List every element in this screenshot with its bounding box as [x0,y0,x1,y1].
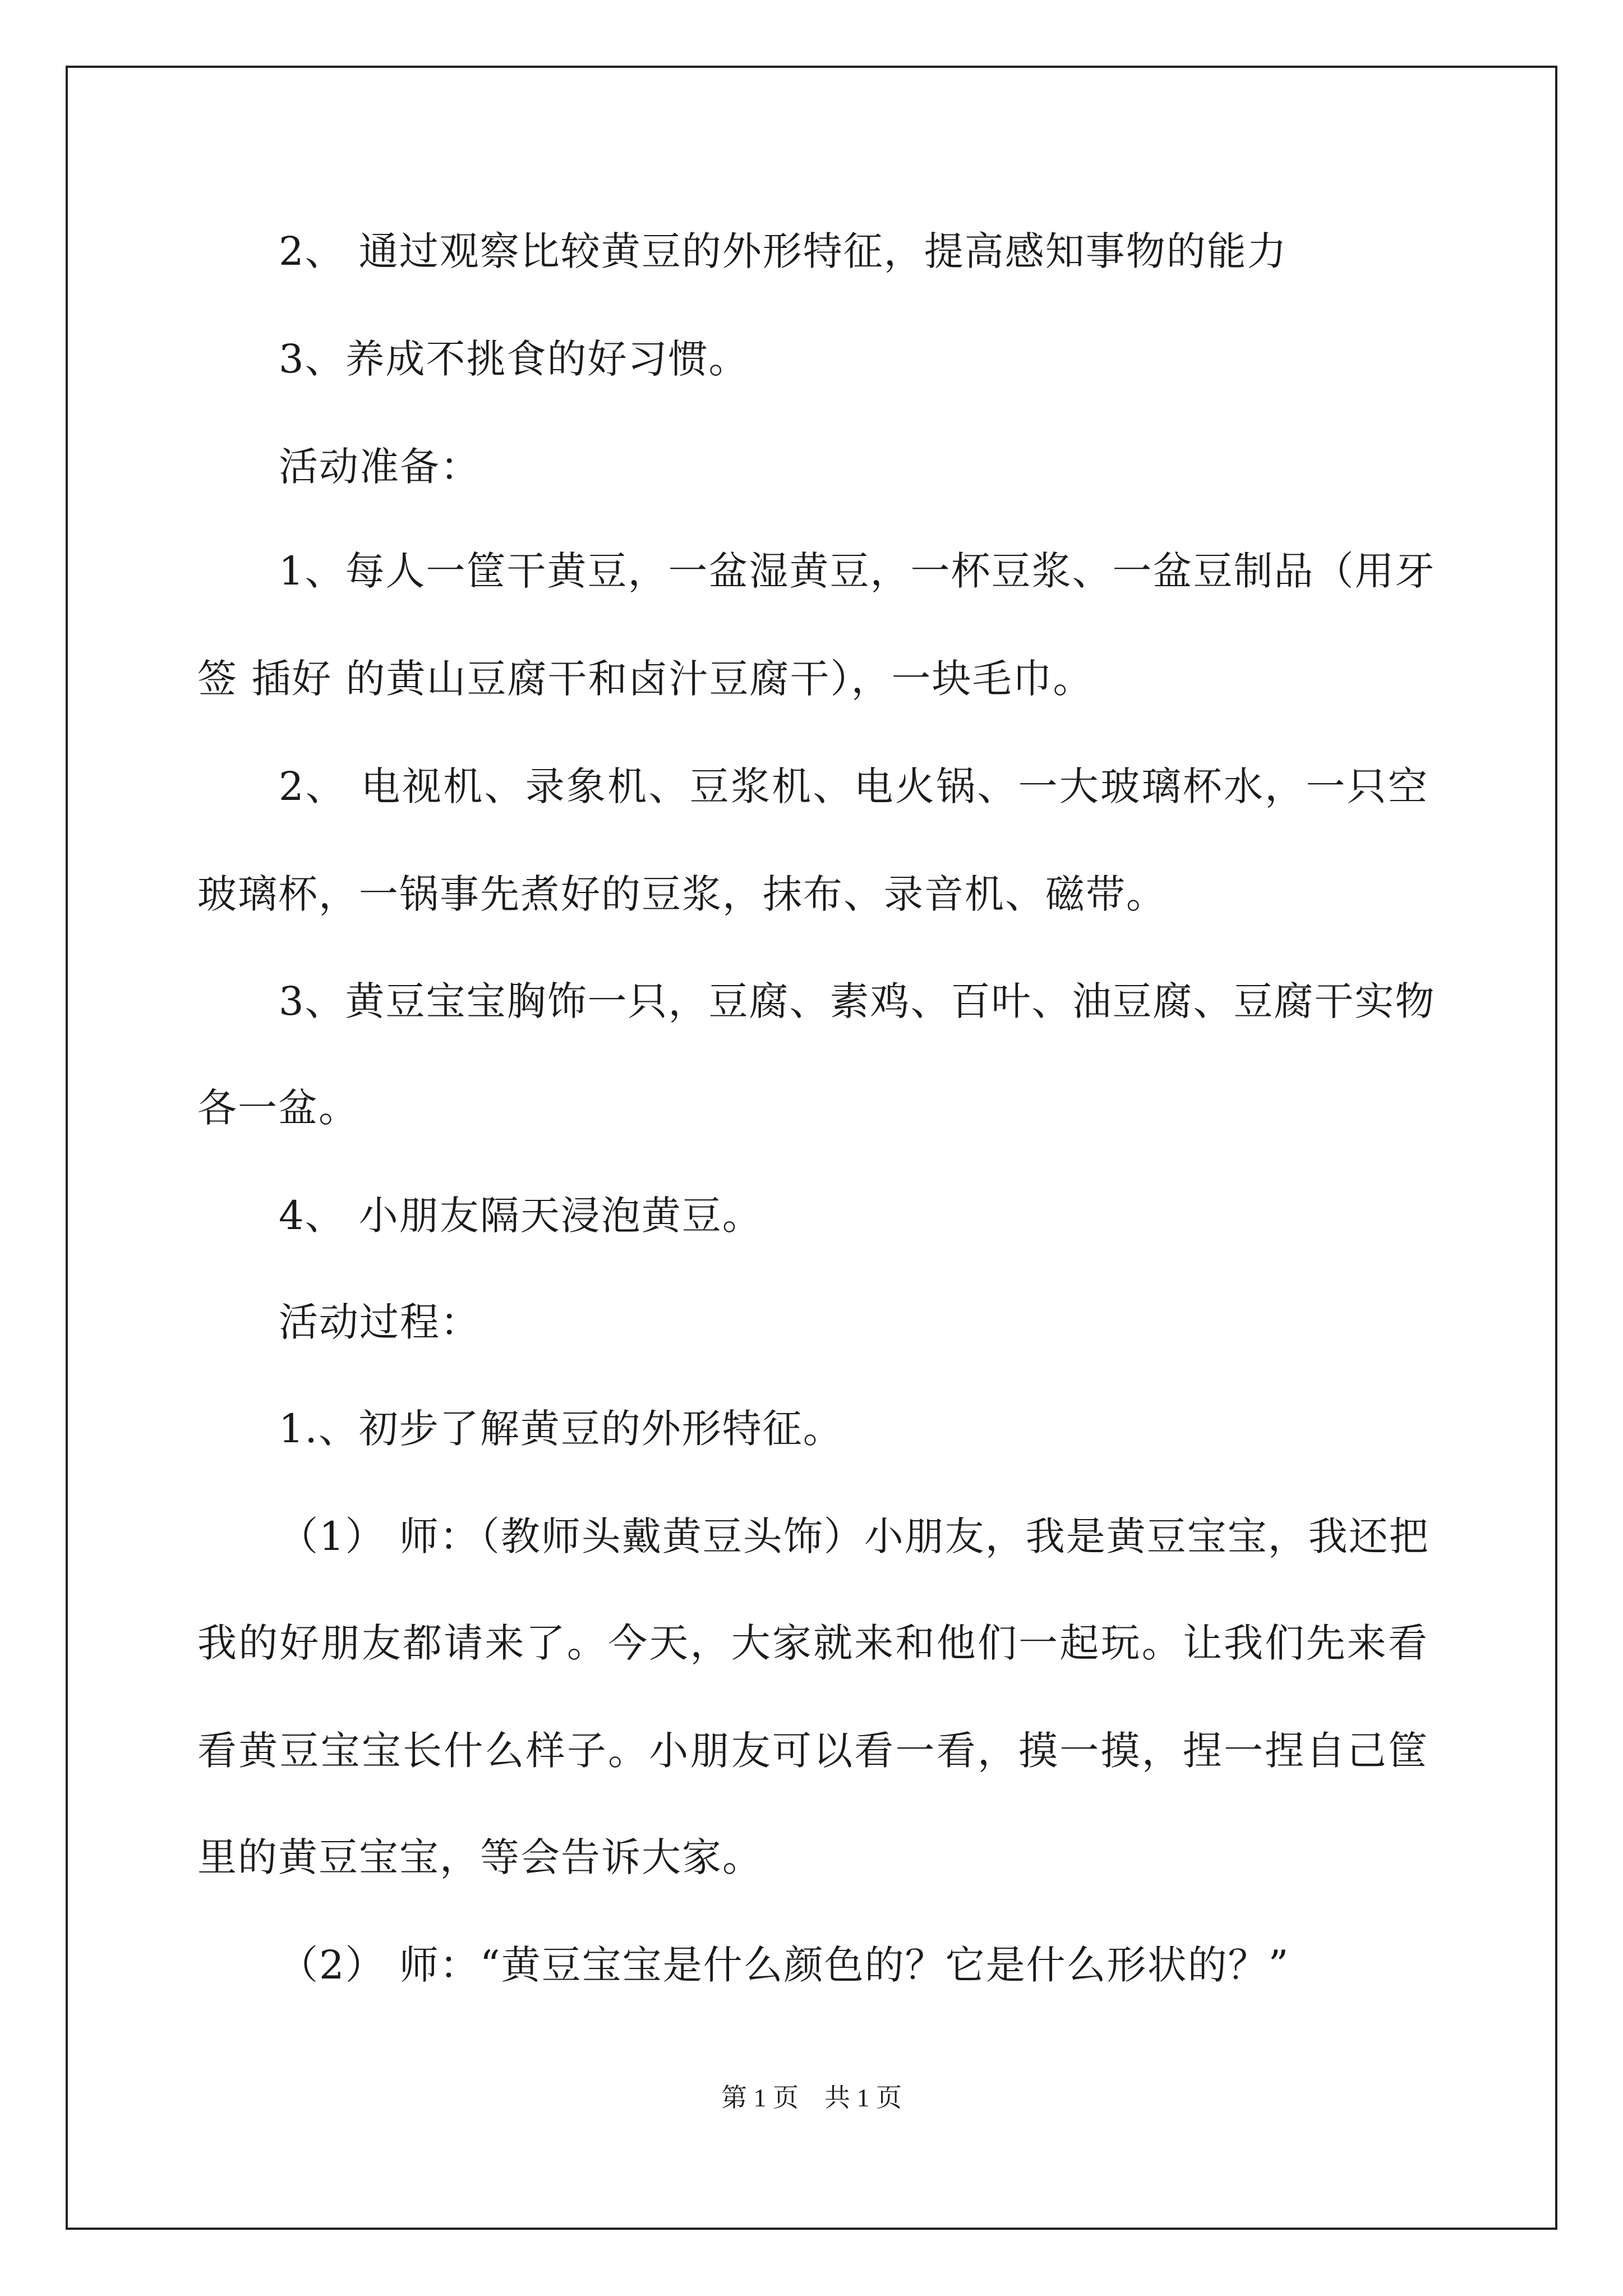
paragraph-line: 玻璃杯，一锅事先煮好的豆浆，抹布、录音机、磁带。 [197,871,1166,917]
paragraph-line: 1、每人一筐干黄豆，一盆湿黄豆，一杯豆浆、一盆豆制品（用牙 [279,548,1436,594]
paragraph-line: 3、养成不挑食的好习惯。 [279,336,749,382]
page-footer: 第 1 页 共 1 页 [721,2083,902,2112]
paragraph-line: 各一盆。 [197,1085,359,1131]
paragraph-line: （1） 师：（教师头戴黄豆头饰）小朋友，我是黄豆宝宝，我还把 [279,1513,1430,1559]
paragraph-line: 1.、初步了解黄豆的外形特征。 [279,1406,843,1452]
section-heading-preparation: 活动准备： [279,444,481,490]
paragraph-line: 我的好朋友都请来了。今天，大家就来和他们一起玩。让我们先来看 [197,1620,1428,1666]
section-heading-process: 活动过程： [279,1299,481,1345]
paragraph-line: 里的黄豆宝宝，等会告诉大家。 [197,1834,763,1880]
paragraph-line: 2、 通过观察比较黄豆的外形特征，提高感知事物的能力 [279,228,1288,274]
page-border [66,66,1557,2230]
paragraph-line: （2） 师：“黄豆宝宝是什么颜色的？它是什么形状的？” [279,1942,1290,1988]
paragraph-line: 看黄豆宝宝长什么样子。小朋友可以看一看，摸一摸，捏一捏自己筐 [197,1728,1428,1774]
paragraph-line: 2、 电视机、录象机、豆浆机、电火锅、一大玻璃杯水，一只空 [279,763,1428,809]
paragraph-line: 签 插好 的黄山豆腐干和卤汁豆腐干），一块毛巾。 [197,656,1094,702]
paragraph-line: 3、黄豆宝宝胸饰一只，豆腐、素鸡、百叶、油豆腐、豆腐干实物 [279,978,1436,1024]
paragraph-line: 4、 小朋友隔天浸泡黄豆。 [279,1193,763,1239]
